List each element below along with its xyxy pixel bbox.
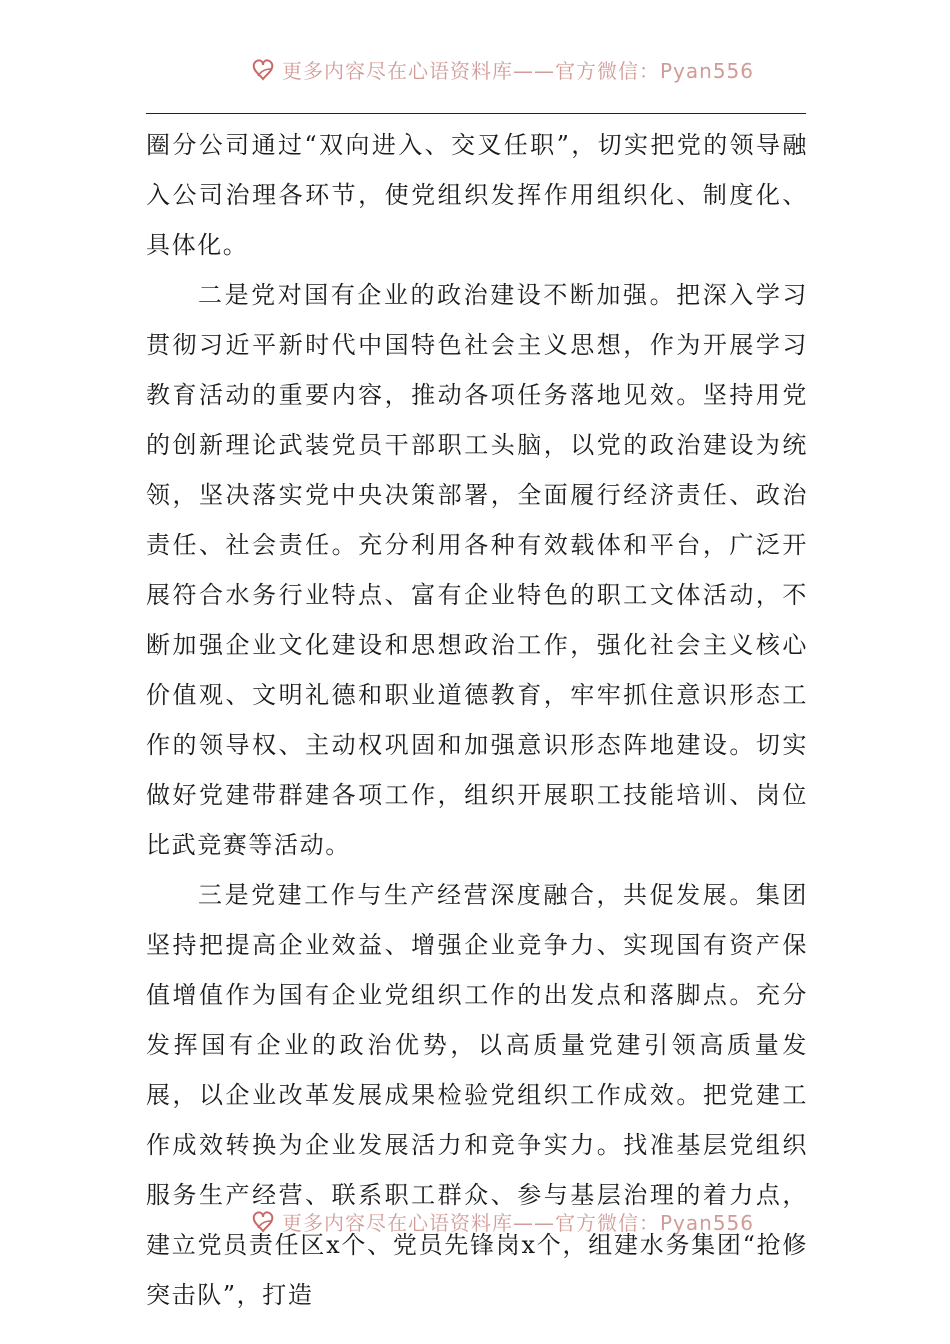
watermark-text: 更多内容尽在心语资料库——官方微信：Pyan556 [282, 58, 755, 83]
watermark-text: 更多内容尽在心语资料库——官方微信：Pyan556 [282, 1210, 755, 1235]
header-divider [146, 113, 806, 114]
document-body [146, 120, 808, 1320]
paragraph-continued: 圈分公司通过“双向进入、交叉任职”，切实把党的领导融入公司治理各环节，使党组织发挥作用组织化、制度化、具体化。 [146, 131, 808, 259]
footer-watermark [250, 1206, 770, 1236]
heart-leaf-logo-icon [250, 1208, 276, 1234]
paragraph-production-integration: 三是党建工作与生产经营深度融合，共促发展。集团坚持把提高企业效益、增强企业竞争力、实现国有资产保值增值作为国有企业党组织工作的出发点和落脚点。充分发挥国有企业的政治优势，以高质量党建引领高质量发展，以企业改革发展成果检验党组织工作成效。把党建工作成效转换为企业发展活力和竞争实力。找准基层党组织服务生产经营、联系职工群众、参与基层治理的着力点，建立党员责任区x个、党员先锋岗x个，组建水务集团“抢修突击队”，打造 [146, 881, 808, 1309]
heart-leaf-logo-icon [250, 56, 276, 82]
header-watermark [250, 54, 770, 84]
paragraph-political-building: 二是党对国有企业的政治建设不断加强。把深入学习贯彻习近平新时代中国特色社会主义思想，作为开展学习教育活动的重要内容，推动各项任务落地见效。坚持用党的创新理论武装党员干部职工头脑，以党的政治建设为统领，坚决落实党中央决策部署，全面履行经济责任、政治责任、社会责任。充分利用各种有效载体和平台，广泛开展符合水务行业特点、富有企业特色的职工文体活动，不断加强企业文化建设和思想政治工作，强化社会主义核心价值观、文明礼德和职业道德教育，牢牢抓住意识形态工作的领导权、主动权巩固和加强意识形态阵地建设。切实做好党建带群建各项工作，组织开展职工技能培训、岗位比武竞赛等活动。 [146, 281, 808, 859]
